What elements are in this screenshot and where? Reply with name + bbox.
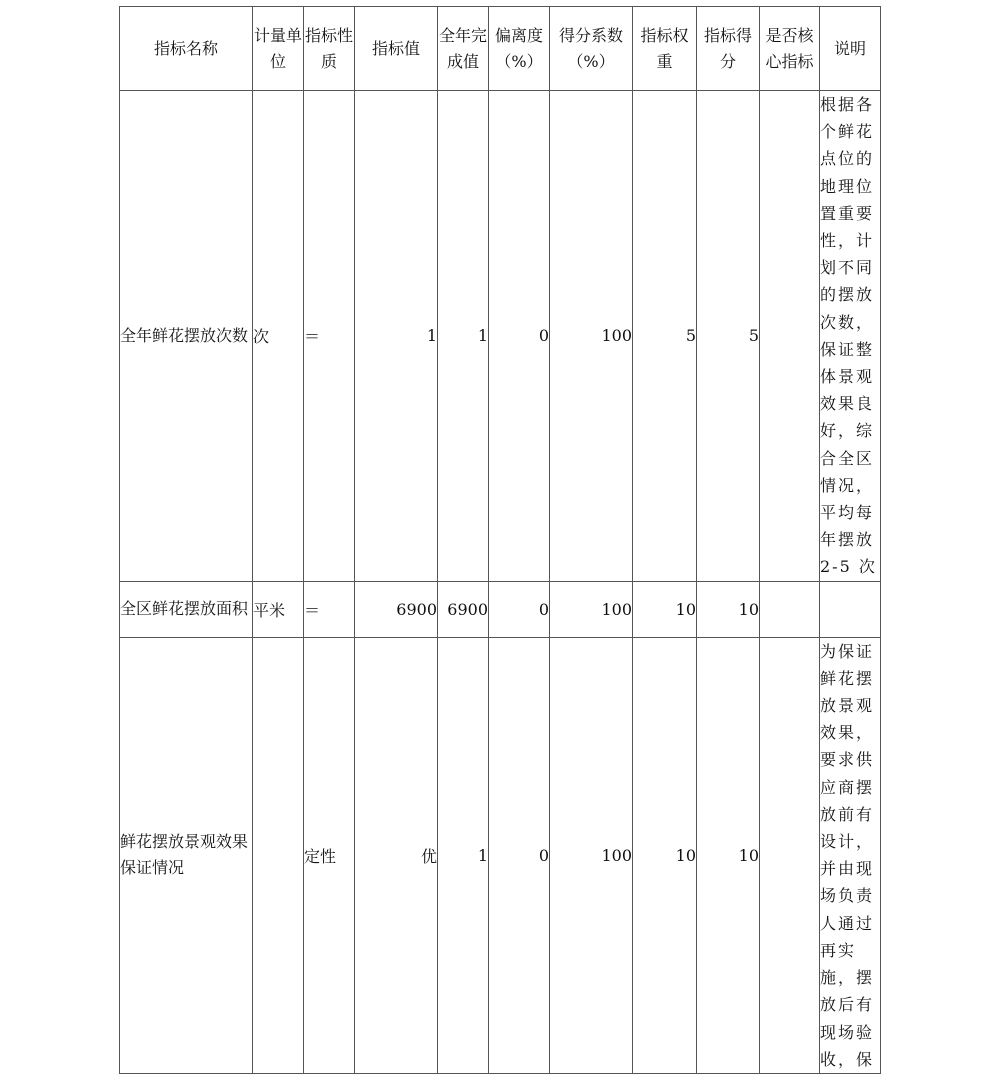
core-indicator-cell — [760, 637, 820, 1073]
core-indicator-cell — [760, 581, 820, 637]
score-coefficient-cell: 100 — [550, 91, 633, 582]
score-cell: 5 — [697, 91, 760, 582]
table-row — [120, 581, 881, 637]
header-row — [120, 7, 881, 91]
indicator-value-cell: 6900 — [355, 581, 438, 637]
weight-cell: 10 — [633, 637, 697, 1073]
header-unit: 计量单位 — [253, 7, 304, 91]
unit-cell: 平米 — [253, 581, 304, 637]
header-annual-actual: 全年完成值 — [438, 7, 489, 91]
score-cell: 10 — [697, 637, 760, 1073]
indicator-value-cell: 优 — [355, 637, 438, 1073]
description-cell: 根据各个鲜花点位的地理位置重要性，计划不同的摆放次数，保证整体景观效果良好，综合全区情况，平均每年摆放 2-5 次 — [820, 91, 881, 582]
deviation-cell: 0 — [489, 581, 550, 637]
nature-cell: 定性 — [304, 637, 355, 1073]
table-row — [120, 637, 881, 1073]
header-nature: 指标性质 — [304, 7, 355, 91]
header-score: 指标得分 — [697, 7, 760, 91]
indicator-name: 鲜花摆放景观效果保证情况 — [120, 637, 253, 1073]
performance-indicator-table — [119, 6, 881, 1074]
unit-cell: 次 — [253, 91, 304, 582]
header-score-coefficient: 得分系数（%） — [550, 7, 633, 91]
score-coefficient-cell: 100 — [550, 637, 633, 1073]
header-weight: 指标权重 — [633, 7, 697, 91]
nature-cell: ＝ — [304, 91, 355, 582]
header-indicator-name: 指标名称 — [120, 7, 253, 91]
header-indicator-value: 指标值 — [355, 7, 438, 91]
indicator-name: 全区鲜花摆放面积 — [120, 581, 253, 637]
nature-cell: ＝ — [304, 581, 355, 637]
score-coefficient-cell: 100 — [550, 581, 633, 637]
description-cell: 为保证鲜花摆放景观效果，要求供应商摆放前有设计，并由现场负责人通过再实施，摆放后有现场验收，保 — [820, 637, 881, 1073]
deviation-cell: 0 — [489, 637, 550, 1073]
header-description: 说明 — [820, 7, 881, 91]
score-cell: 10 — [697, 581, 760, 637]
header-deviation: 偏离度（%） — [489, 7, 550, 91]
description-cell — [820, 581, 881, 637]
core-indicator-cell — [760, 91, 820, 582]
annual-actual-cell: 1 — [438, 91, 489, 582]
indicator-name: 全年鲜花摆放次数 — [120, 91, 253, 582]
weight-cell: 10 — [633, 581, 697, 637]
deviation-cell: 0 — [489, 91, 550, 582]
indicator-value-cell: 1 — [355, 91, 438, 582]
annual-actual-cell: 1 — [438, 637, 489, 1073]
unit-cell — [253, 637, 304, 1073]
table-row — [120, 91, 881, 582]
weight-cell: 5 — [633, 91, 697, 582]
annual-actual-cell: 6900 — [438, 581, 489, 637]
header-core-indicator: 是否核心指标 — [760, 7, 820, 91]
